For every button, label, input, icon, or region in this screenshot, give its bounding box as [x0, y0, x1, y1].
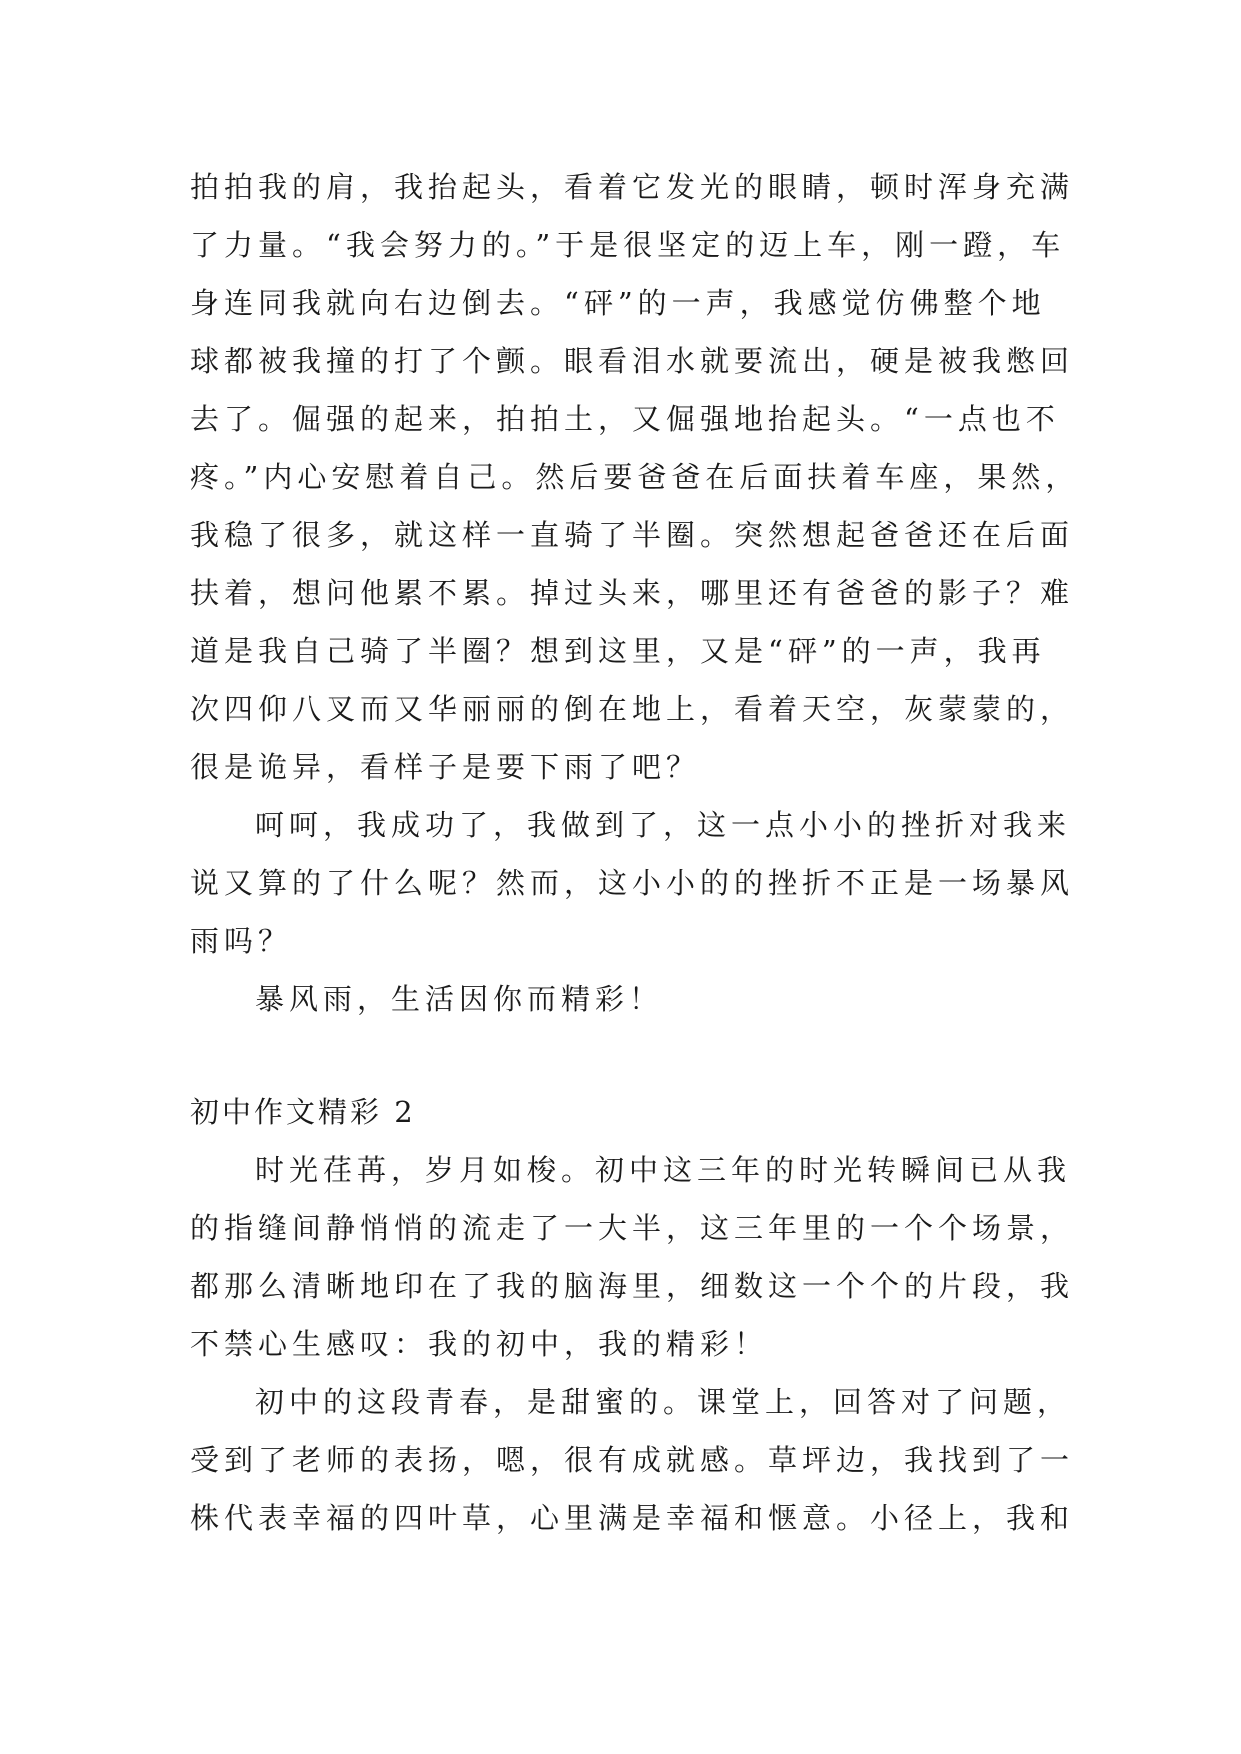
text-line: 受到了老师的表扬，嗯，很有成就感。草坪边，我找到了一: [190, 1443, 1075, 1477]
text-line: 球都被我撞的打了个颤。眼看泪水就要流出，硬是被我憋回: [190, 344, 1075, 378]
text-line: 不禁心生感叹：我的初中，我的精彩！: [190, 1327, 769, 1361]
text-line: 说又算的了什么呢？然而，这小小的的挫折不正是一场暴风: [190, 866, 1075, 900]
text-line: 疼。”内心安慰着自己。然后要爸爸在后面扶着车座，果然，: [190, 460, 1080, 494]
paragraph-conclusion: [190, 970, 1060, 1028]
text-line: 初中的这段青春，是甜蜜的。课堂上，回答对了问题，: [255, 1385, 1072, 1419]
paragraph-essay-intro: [190, 1141, 1075, 1373]
text-line: 次四仰八叉而又华丽丽的倒在地上，看着天空，灰蒙蒙的，: [190, 692, 1075, 726]
text-line: 株代表幸福的四叶草，心里满是幸福和惬意。小径上，我和: [190, 1501, 1075, 1535]
text-line: 雨吗？: [190, 924, 293, 958]
text-line: 身连同我就向右边倒去。“砰”的一声，我感觉仿佛整个地: [190, 286, 1046, 320]
paragraph-success: [190, 796, 1075, 970]
text-line: 的指缝间静悄悄的流走了一大半，这三年里的一个个场景，: [190, 1211, 1075, 1245]
text-line: 呵呵，我成功了，我做到了，这一点小小的挫折对我来: [255, 808, 1072, 842]
section-spacer: [190, 1028, 1060, 1083]
document-body: [190, 158, 1080, 1547]
paragraph-essay-body: [190, 1373, 1075, 1547]
text-line: 去了。倔强的起来，拍拍土，又倔强地抬起头。“一点也不: [190, 402, 1060, 436]
text-line: 拍拍我的肩，我抬起头，看着它发光的眼睛，顿时浑身充满: [190, 170, 1075, 204]
essay-title: 初中作文精彩 2: [190, 1095, 416, 1129]
text-line: 了力量。“我会努力的。”于是很坚定的迈上车，刚一蹬，车: [190, 228, 1066, 262]
text-line: 扶着，想问他累不累。掉过头来，哪里还有爸爸的影子？难: [190, 576, 1075, 610]
text-line: 我稳了很多，就这样一直骑了半圈。突然想起爸爸还在后面: [190, 518, 1075, 552]
text-line: 很是诡异，看样子是要下雨了吧？: [190, 750, 701, 784]
text-line: 道是我自己骑了半圈？想到这里，又是“砰”的一声，我再: [190, 634, 1046, 668]
text-line: 暴风雨，生活因你而精彩！: [255, 982, 664, 1016]
text-line: 时光荏苒，岁月如梭。初中这三年的时光转瞬间已从我: [255, 1153, 1072, 1187]
text-line: 都那么清晰地印在了我的脑海里，细数这一个个的片段，我: [190, 1269, 1075, 1303]
paragraph-story-continuation: [190, 158, 1080, 796]
section-heading: [190, 1083, 1060, 1141]
